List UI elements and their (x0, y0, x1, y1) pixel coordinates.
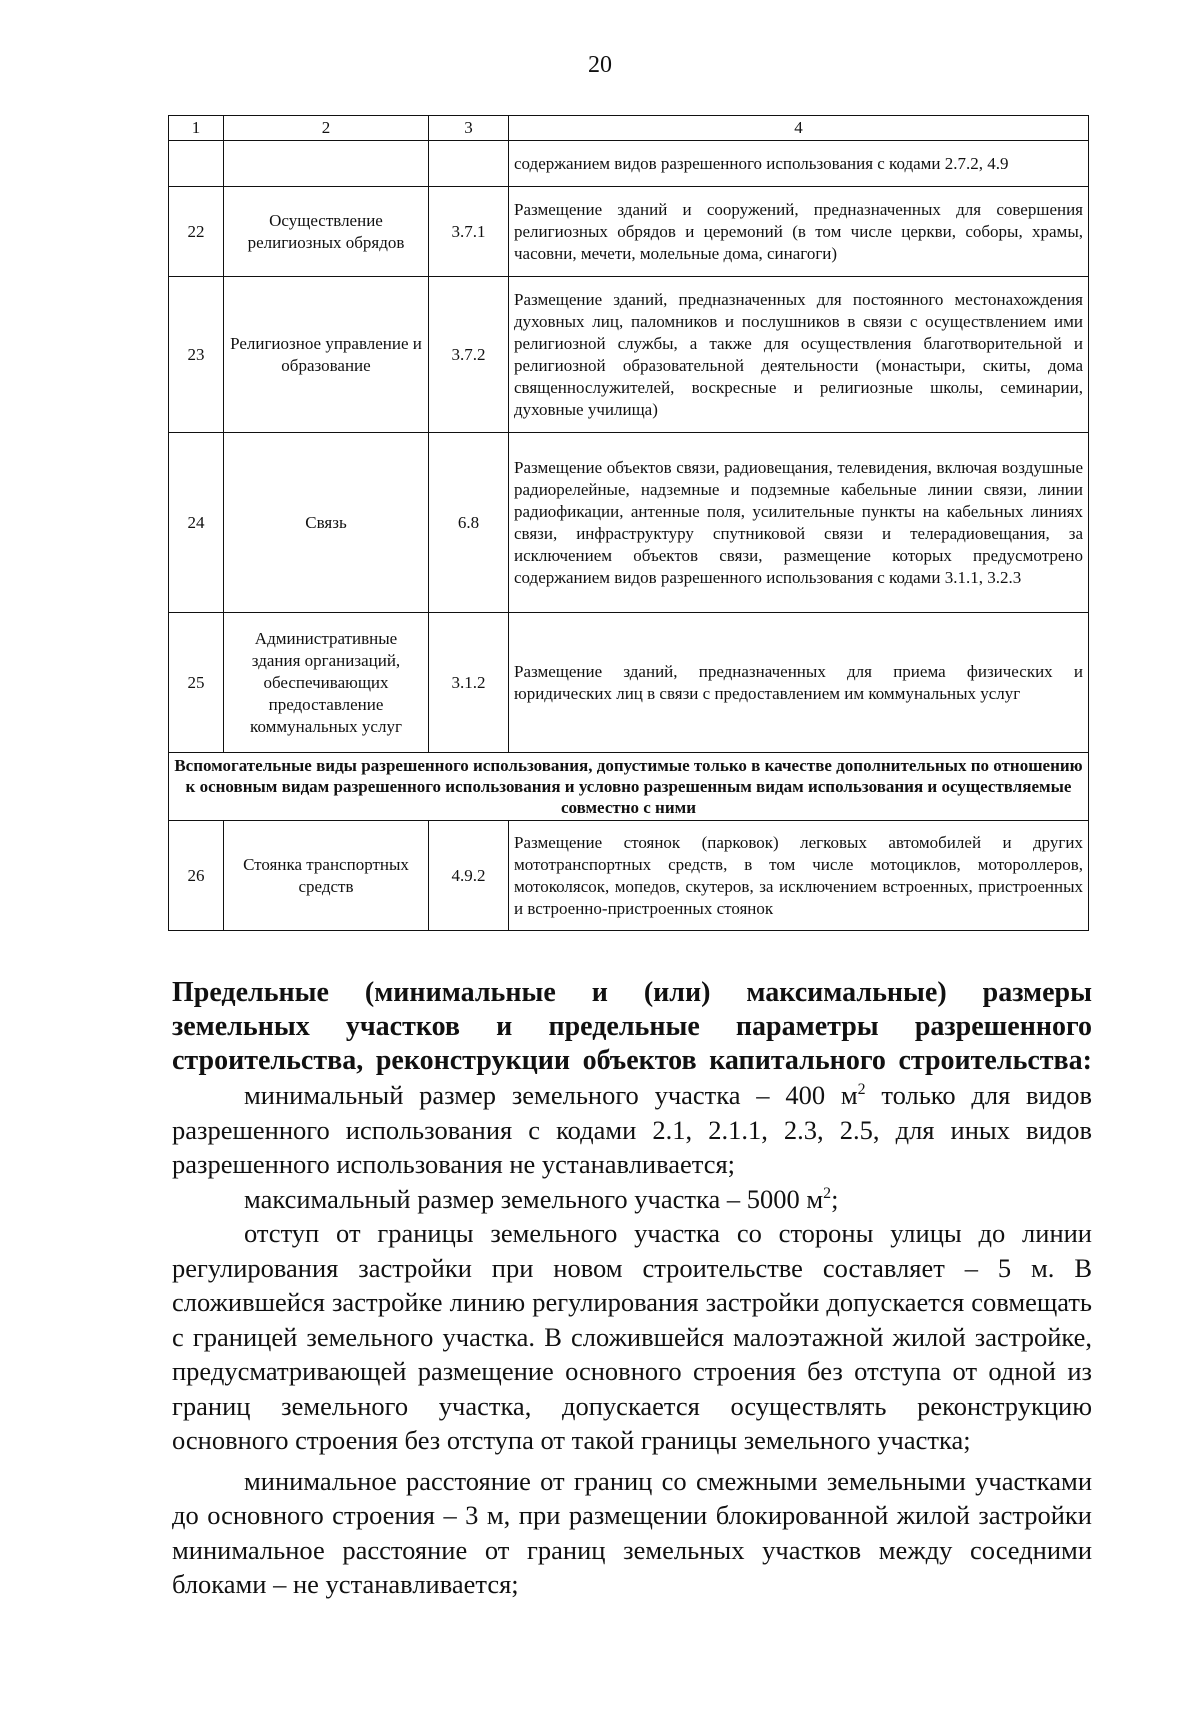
section-body (172, 1078, 1092, 1602)
row-number: 23 (169, 277, 224, 433)
row-number: 25 (169, 613, 224, 753)
row-number (169, 141, 224, 187)
section-title-line-2: земельных участков и предельные параметры разрешенного (172, 1011, 1092, 1042)
superscript: 2 (823, 1184, 832, 1202)
row-description: Размещение зданий, предназначенных для приема физических и юридических лиц в связи с предоставлением им коммунальных услуг (509, 613, 1089, 753)
table-row (169, 141, 1089, 187)
header-col-2: 2 (224, 116, 429, 141)
section-title-line-3: строительства, реконструкции объектов капитального строительства: (172, 1045, 1092, 1076)
row-description: Размещение объектов связи, радиовещания, телевидения, включая воздушные радиорелейные, надземные и подземные кабельные линии связи, линии радиофикации, антенные поля, усилительные пункты на кабельных линиях связи, инфраструктуру спутниковой связи и телерадиовещания, за исключением объектов связи, размещение которых предусмотрено содержанием видов разрешенного использования с кодами 3.1.1, 3.2.3 (509, 433, 1089, 613)
page-number: 20 (588, 52, 612, 78)
row-name: Стоянка транспортных средств (224, 821, 429, 931)
paragraph-min-distance: минимальное расстояние от границ со смежными земельными участками до основного строения – 3 м, при размещении блокированной жилой застройки минимальное расстояние от границ земельных участков между соседними блоками – не устанавливается; (172, 1465, 1092, 1599)
table-row (169, 277, 1089, 433)
section-header: Вспомогательные виды разрешенного использования, допустимые только в качестве дополнительных по отношению к основным видам разрешенного использования и условно разрешенным видам использования и осуществляемые совместно с ними (169, 753, 1089, 821)
row-number: 24 (169, 433, 224, 613)
row-code: 3.1.2 (429, 613, 509, 753)
section-header-row (169, 753, 1089, 821)
row-name: Связь (224, 433, 429, 613)
row-code: 6.8 (429, 433, 509, 613)
row-description: Размещение зданий и сооружений, предназначенных для совершения религиозных обрядов и церемоний (в том числе церкви, соборы, храмы, часовни, мечети, молельные дома, синагоги) (509, 187, 1089, 277)
row-name: Религиозное управление и образование (224, 277, 429, 433)
table-row (169, 821, 1089, 931)
row-name: Осуществление религиозных обрядов (224, 187, 429, 277)
paragraph-text: максимальный размер земельного участка – 5000 м (244, 1183, 824, 1214)
row-description: Размещение стоянок (парковок) легковых автомобилей и других мототранспортных средств, в том числе мотоциклов, мотороллеров, мотоколясок, мопедов, скутеров, за исключением встроенных, пристроенных и встроенно-пристроенных стоянок (509, 821, 1089, 931)
land-use-table (168, 115, 1089, 931)
table-header-row (169, 116, 1089, 141)
header-col-4: 4 (509, 116, 1089, 141)
row-number: 26 (169, 821, 224, 931)
header-col-1: 1 (169, 116, 224, 141)
row-name: Административные здания организаций, обеспечивающих предоставление коммунальных услуг (224, 613, 429, 753)
row-code: 4.9.2 (429, 821, 509, 931)
table-row (169, 433, 1089, 613)
row-code: 3.7.1 (429, 187, 509, 277)
row-code: 3.7.2 (429, 277, 509, 433)
section-title-line-1: Предельные (минимальные и (или) максимальные) размеры (172, 977, 1092, 1008)
row-number: 22 (169, 187, 224, 277)
row-description: содержанием видов разрешенного использования с кодами 2.7.2, 4.9 (509, 141, 1089, 187)
superscript: 2 (857, 1081, 866, 1099)
row-description: Размещение зданий, предназначенных для постоянного местонахождения духовных лиц, паломников и послушников в связи с осуществлением ими религиозной службы, а также для осуществления благотворительной и религиозной образовательной деятельности (монастыри, скиты, дома священнослужителей, воскресные и религиозные школы, семинарии, духовные училища) (509, 277, 1089, 433)
paragraph-min-size (172, 1078, 1092, 1182)
table-row (169, 187, 1089, 277)
paragraph-text: минимальный размер земельного участка – 400 м (244, 1080, 858, 1110)
paragraph-text: ; (831, 1183, 839, 1214)
header-col-3: 3 (429, 116, 509, 141)
table-row (169, 613, 1089, 753)
section-title (172, 976, 1092, 1078)
row-code (429, 141, 509, 187)
paragraph-max-size (172, 1182, 1092, 1217)
paragraph-text: только для видов разрешенного использования с кодами 2.1, 2.1.1, 2.3, 2.5, для иных видов разрешенного использования не устанавливается; (172, 1080, 1092, 1179)
paragraph-setback: отступ от границы земельного участка со стороны улицы до линии регулирования застройки при новом строительстве составляет – 5 м. В сложившейся застройке линию регулирования застройки допускается совмещать с границей земельного участка. В сложившейся малоэтажной жилой застройке, предусматривающей размещение основного строения без отступа от одной из границ земельного участка, допускается осуществлять реконструкцию основного строения без отступа от такой границы земельного участка; (172, 1218, 1092, 1455)
row-name (224, 141, 429, 187)
